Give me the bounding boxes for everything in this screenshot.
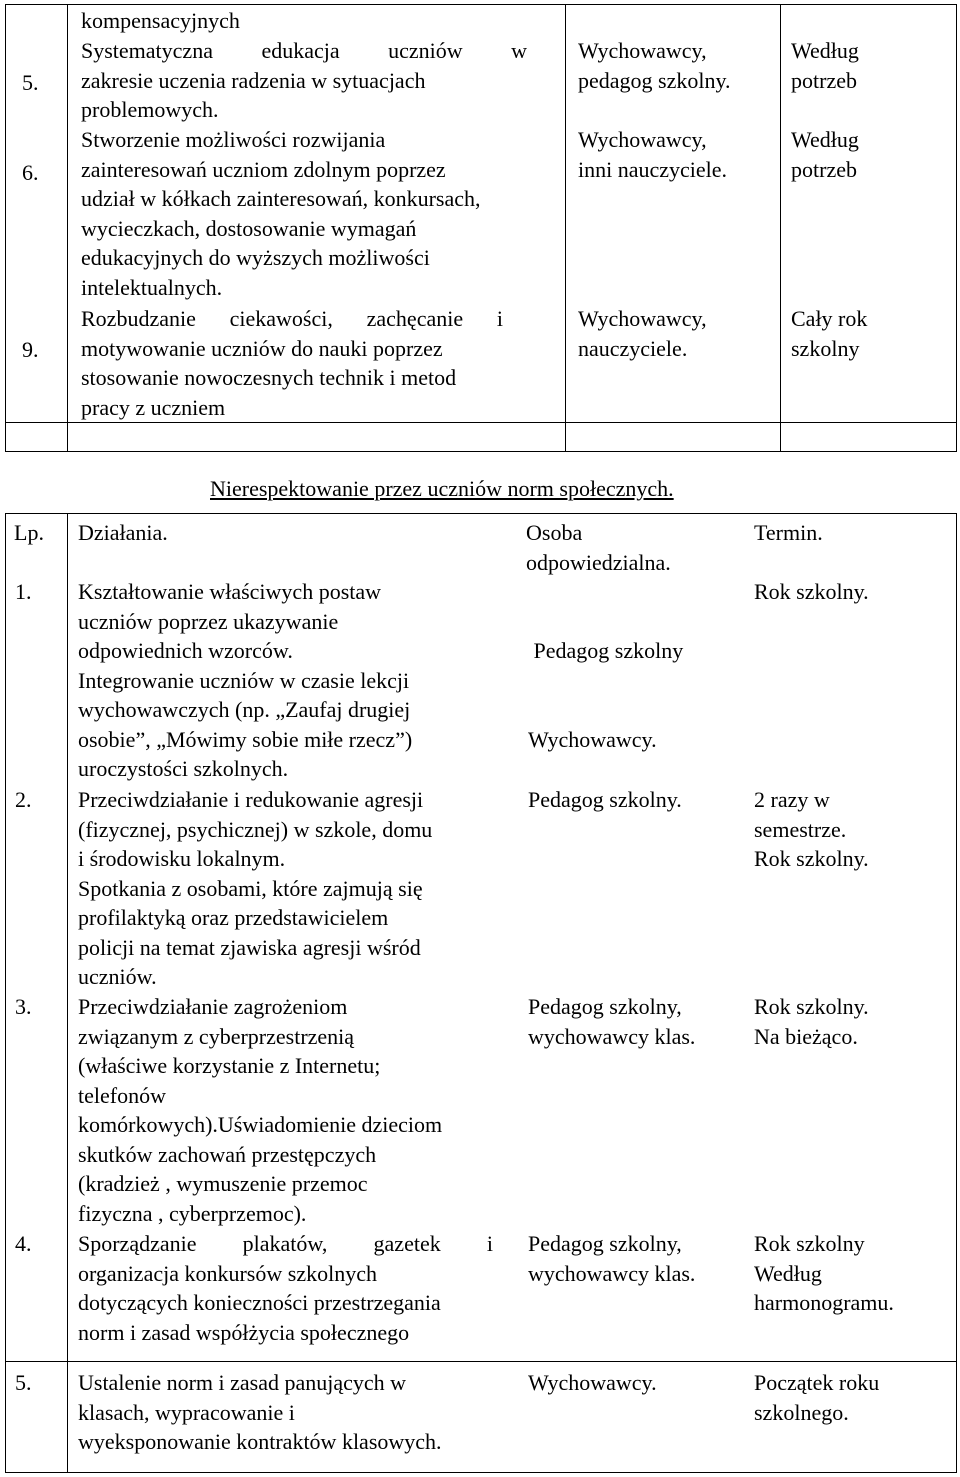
- cell-text: kompensacyjnych: [81, 8, 240, 33]
- cell-text: Rok szkolny: [754, 1231, 865, 1256]
- cell-text: uczniów.: [78, 964, 157, 989]
- cell-text: Cały rok: [791, 306, 868, 331]
- cell-text: nauczyciele.: [578, 335, 688, 361]
- table-row: [78, 992, 442, 1228]
- cell-text: (właściwe korzystanie z Internetu;: [78, 1053, 381, 1078]
- row-number: 2.: [15, 787, 32, 812]
- cell-text: Spotkania z osobami, które zajmują się: [78, 875, 423, 901]
- cell-text: (fizycznej, psychicznej) w szkole, domu: [78, 816, 433, 842]
- cell-text: Stworzenie możliwości rozwijania: [81, 127, 386, 152]
- cell-text: Przeciwdziałanie i redukowanie agresji: [78, 787, 424, 812]
- cell-text: motywowanie uczniów do nauki poprzez: [81, 335, 443, 361]
- cell-text: udział w kółkach zainteresowań, konkursach,: [81, 186, 481, 211]
- header-lp: Lp.: [14, 520, 44, 545]
- cell-text: Według: [754, 1260, 822, 1286]
- table-row: [81, 304, 503, 422]
- cell-text: Na bieżąco.: [754, 1023, 858, 1049]
- cell-text: profilaktyką oraz przedstawicielem: [78, 905, 389, 930]
- cell-text: Początek roku: [754, 1370, 880, 1395]
- responsible-cell: [578, 304, 707, 363]
- cell-text: pracy z uczniem: [81, 394, 226, 420]
- cell-text: problemowych.: [81, 97, 219, 122]
- row-number: 4.: [15, 1231, 32, 1256]
- cell-text: odpowiedzialna.: [526, 549, 671, 575]
- cell-text: Rok szkolny.: [754, 846, 869, 871]
- responsible-cell: [528, 785, 682, 815]
- table-border: [5, 422, 957, 423]
- cell-text: Wychowawcy.: [528, 726, 657, 752]
- cell-text: (kradzież , wymuszenie przemoc: [78, 1171, 368, 1196]
- table-border: [67, 4, 68, 452]
- cell-text: telefonów: [78, 1082, 166, 1108]
- term-cell: [754, 992, 869, 1051]
- cell-text: 2 razy w: [754, 787, 830, 812]
- table-border: [5, 4, 957, 5]
- table-border: [5, 1472, 957, 1473]
- table-border: [5, 513, 957, 514]
- table-border: [5, 1361, 957, 1362]
- cell-text: intelektualnych.: [81, 274, 223, 300]
- table-continued: [5, 4, 957, 452]
- cell-text: Wychowawcy,: [578, 127, 707, 152]
- cell-text: potrzeb: [791, 156, 857, 182]
- cell-text: komórkowych).Uświadomienie dzieciom: [78, 1112, 443, 1137]
- cell-text: Pedagog szkolny: [528, 638, 684, 663]
- cell-text: Sporządzanie plakatów, gazetek i: [78, 1231, 493, 1256]
- cell-text: norm i zasad współżycia społecznego: [78, 1319, 410, 1345]
- header-term: Termin.: [754, 520, 823, 545]
- responsible-cell: [528, 992, 695, 1051]
- cell-text: Według: [791, 38, 859, 63]
- cell-text: uroczystości szkolnych.: [78, 756, 289, 781]
- table-border: [956, 513, 957, 1473]
- cell-text: wychowawcy klas.: [528, 1023, 696, 1049]
- table-row: [81, 36, 527, 125]
- header-responsible: [526, 518, 671, 577]
- cell-text: osobie”, „Mówimy sobie miłe rzecz”): [78, 726, 413, 752]
- cell-text: związanym z cyberprzestrzenią: [78, 1023, 355, 1049]
- term-cell: [791, 125, 859, 184]
- header-actions: Działania.: [78, 520, 168, 545]
- cell-text: Wychowawcy,: [578, 306, 707, 331]
- row-number: 5.: [15, 1370, 32, 1395]
- cell-text: inni nauczyciele.: [578, 156, 728, 182]
- cell-text: Pedagog szkolny.: [528, 787, 682, 812]
- cell-text: Rok szkolny.: [754, 994, 869, 1019]
- term-cell: [791, 304, 867, 363]
- table-border: [956, 4, 957, 452]
- responsible-cell: [528, 1368, 657, 1398]
- term-cell: [754, 577, 869, 607]
- cell-text: wycieczkach, dostosowanie wymagań: [81, 215, 417, 241]
- cell-text: szkolny: [791, 335, 860, 361]
- row-number: 1.: [15, 579, 32, 604]
- responsible-cell: [578, 36, 731, 95]
- responsible-cell: [528, 577, 683, 813]
- table-border: [780, 4, 781, 452]
- cell-text: Pedagog szkolny,: [528, 994, 682, 1019]
- cell-text: Wychowawcy.: [528, 1370, 657, 1395]
- cell-text: Ustalenie norm i zasad panujących w: [78, 1370, 407, 1395]
- table-border: [565, 4, 566, 452]
- cell-text: Pedagog szkolny,: [528, 1231, 682, 1256]
- cell-text: odpowiednich wzorców.: [78, 638, 293, 663]
- section-title: Nierespektowanie przez uczniów norm społecznych.: [210, 476, 674, 501]
- cell-text: organizacja konkursów szkolnych: [78, 1260, 377, 1286]
- cell-text: pedagog szkolny.: [578, 67, 731, 93]
- cell-text: Kształtowanie właściwych postaw: [78, 579, 382, 604]
- cell-text: semestrze.: [754, 816, 847, 842]
- cell-text: Przeciwdziałanie zagrożeniom: [78, 994, 348, 1019]
- cell-text: zakresie uczenia radzenia w sytuacjach: [81, 67, 426, 93]
- term-cell: [754, 1368, 879, 1427]
- term-cell: [791, 36, 859, 95]
- cell-text: Rok szkolny.: [754, 579, 869, 604]
- cell-text: wychowawcy klas.: [528, 1260, 696, 1286]
- norms-table: [5, 513, 957, 1473]
- term-cell: [754, 1229, 894, 1318]
- cell-text: Rozbudzanie ciekawości, zachęcanie i: [81, 306, 503, 331]
- cell-text: potrzeb: [791, 67, 857, 93]
- cell-text: wychowawczych (np. „Zaufaj drugiej: [78, 697, 411, 722]
- cell-text: Systematyczna edukacja uczniów w: [81, 38, 527, 63]
- cell-text: policji na temat zjawiska agresji wśród: [78, 934, 421, 960]
- cell-text: harmonogramu.: [754, 1290, 894, 1315]
- table-row: [81, 6, 240, 36]
- term-cell: [754, 785, 869, 874]
- cell-text: skutków zachowań przestępczych: [78, 1141, 377, 1167]
- cell-text: uczniów poprzez ukazywanie: [78, 608, 339, 634]
- cell-text: dotyczących konieczności przestrzegania: [78, 1290, 441, 1315]
- table-row: [78, 577, 412, 784]
- table-border: [5, 513, 6, 1473]
- responsible-cell: [578, 125, 727, 184]
- table-border: [5, 451, 957, 452]
- table-border: [67, 513, 68, 1473]
- cell-text: fizyczna , cyberprzemoc).: [78, 1200, 307, 1226]
- table-row: [78, 785, 432, 992]
- table-row: [81, 125, 481, 302]
- cell-text: klasach, wypracowanie i: [78, 1399, 295, 1425]
- cell-text: Integrowanie uczniów w czasie lekcji: [78, 667, 410, 693]
- cell-text: edukacyjnych do wyższych możliwości: [81, 245, 430, 270]
- cell-text: stosowanie nowoczesnych technik i metod: [81, 365, 457, 390]
- cell-text: szkolnego.: [754, 1399, 849, 1425]
- table-row: [78, 1229, 493, 1347]
- row-number: 5.: [22, 70, 39, 95]
- row-number: 6.: [22, 160, 39, 185]
- table-border: [5, 4, 6, 452]
- cell-text: i środowisku lokalnym.: [78, 846, 286, 871]
- row-number: 9.: [22, 337, 39, 362]
- responsible-cell: [528, 1229, 695, 1288]
- cell-text: Osoba: [526, 520, 583, 545]
- table-row: [78, 1368, 442, 1457]
- cell-text: wyeksponowanie kontraktów klasowych.: [78, 1429, 442, 1454]
- cell-text: zainteresowań uczniom zdolnym poprzez: [81, 156, 446, 182]
- cell-text: Według: [791, 127, 859, 152]
- row-number: 3.: [15, 994, 32, 1019]
- cell-text: Wychowawcy,: [578, 38, 707, 63]
